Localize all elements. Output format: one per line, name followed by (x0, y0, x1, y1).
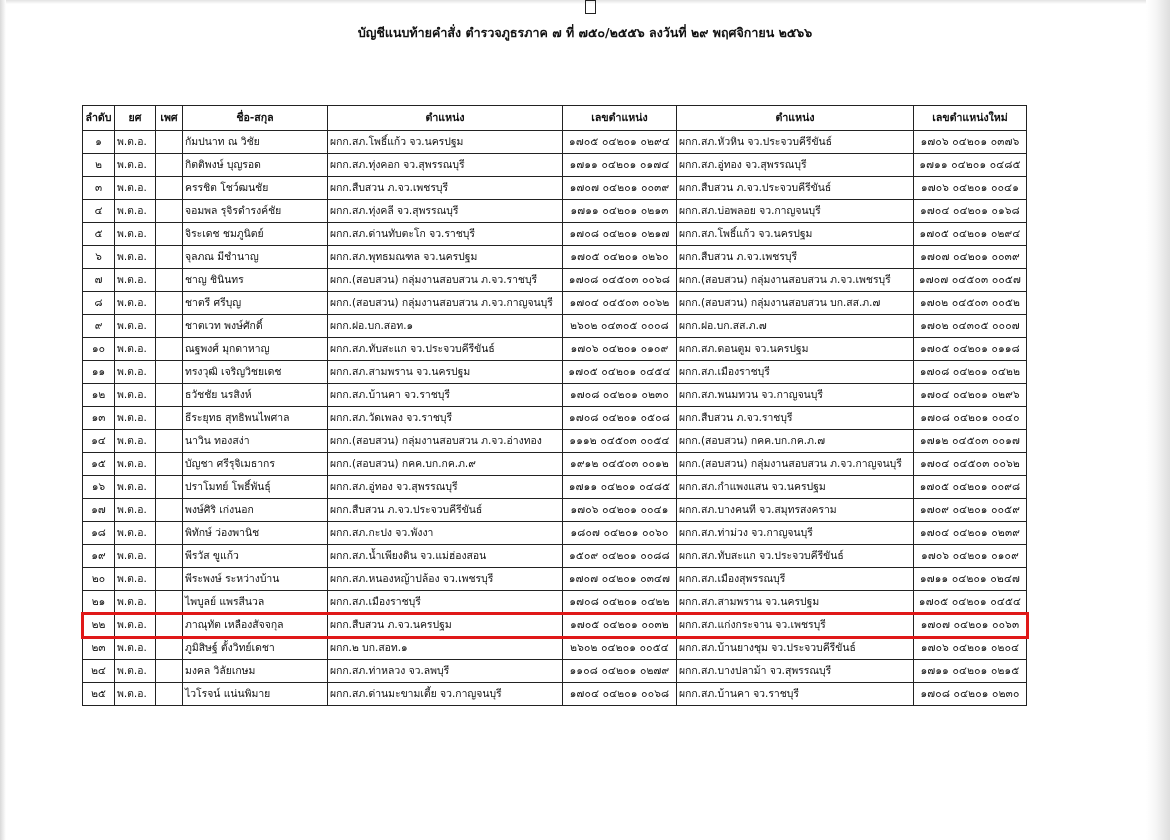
table-row (83, 131, 1027, 154)
cell-sex (156, 315, 183, 338)
cell-sex (156, 200, 183, 223)
cell-position: ผกก.(สอบสวน) กลุ่มงานสอบสวน ภ.จว.อ่างทอง (328, 430, 563, 453)
cell-position-number: ๑๗๐๘ ๐๔๕๐๓ ๐๐๖๘ (563, 269, 677, 292)
cell-rank: พ.ต.อ. (115, 545, 156, 568)
cell-position-number: ๒๖๐๒ ๐๔๓๐๕ ๐๐๐๘ (563, 315, 677, 338)
cell-new-position: ผกก.สภ.พนมทวน จว.กาญจนบุรี (677, 384, 914, 407)
cell-name: ภาณุทัต เหลืองสัจจกุล (183, 614, 328, 637)
cell-rank: พ.ต.อ. (115, 177, 156, 200)
cell-rank: พ.ต.อ. (115, 407, 156, 430)
cell-new-position-number: ๑๗๐๘ ๐๔๒๐๑ ๐๒๓๐ (914, 683, 1027, 706)
cell-order: ๒๐ (83, 568, 115, 591)
cell-position: ผกก.๒ บก.สอท.๑ (328, 637, 563, 660)
cell-position: ผกก.สืบสวน ภ.จว.นครปฐม (328, 614, 563, 637)
cell-new-position: ผกก.สภ.ดอนตูม จว.นครปฐม (677, 338, 914, 361)
table-row (83, 476, 1027, 499)
table-row (83, 154, 1027, 177)
cell-order: ๒๔ (83, 660, 115, 683)
cell-sex (156, 591, 183, 614)
cell-sex (156, 223, 183, 246)
cell-sex (156, 522, 183, 545)
cell-position: ผกก.สภ.น้ำเพียงดิน จว.แม่ฮ่องสอน (328, 545, 563, 568)
table-body (83, 131, 1027, 706)
table-row (83, 200, 1027, 223)
cell-name: ธวัชชัย นรสิงห์ (183, 384, 328, 407)
cell-new-position-number: ๑๗๐๗ ๐๔๒๐๑ ๐๐๓๙ (914, 246, 1027, 269)
cell-sex (156, 637, 183, 660)
cell-name: พีรวัส ขูแก้ว (183, 545, 328, 568)
cell-new-position-number: ๑๗๐๙ ๐๔๒๐๑ ๐๐๕๙ (914, 499, 1027, 522)
cell-new-position-number: ๑๗๑๑ ๐๔๒๐๑ ๐๒๔๗ (914, 568, 1027, 591)
cell-new-position: ผกก.(สอบสวน) กลุ่มงานสอบสวน ภ.จว.กาญจนบุรี (677, 453, 914, 476)
cell-rank: พ.ต.อ. (115, 384, 156, 407)
table-row (83, 315, 1027, 338)
cell-sex (156, 614, 183, 637)
cell-position: ผกก.สภ.เมืองราชบุรี (328, 591, 563, 614)
cell-position-number: ๑๗๐๕ ๐๔๒๐๑ ๐๒๖๐ (563, 246, 677, 269)
cell-name: ณฐพงศ์ มุกดาหาญ (183, 338, 328, 361)
cell-order: ๓ (83, 177, 115, 200)
cell-sex (156, 499, 183, 522)
table-row (83, 660, 1027, 683)
cell-rank: พ.ต.อ. (115, 315, 156, 338)
cell-new-position-number: ๑๗๐๔ ๐๔๕๐๓ ๐๐๖๒ (914, 453, 1027, 476)
cell-rank: พ.ต.อ. (115, 269, 156, 292)
cell-new-position: ผกก.สภ.สามพราน จว.นครปฐม (677, 591, 914, 614)
cell-name: ปราโมทย์ โพธิ์พันธุ์ (183, 476, 328, 499)
cell-position-number: ๑๗๐๘ ๐๔๒๐๑ ๐๕๐๘ (563, 407, 677, 430)
table-row (83, 614, 1027, 637)
cell-position: ผกก.สภ.ด่านทับตะโก จว.ราชบุรี (328, 223, 563, 246)
cell-name: ทรงวุฒิ เจริญวิชยเดช (183, 361, 328, 384)
cell-name: จุลภณ มีชำนาญ (183, 246, 328, 269)
cell-sex (156, 361, 183, 384)
cell-new-position: ผกก.สืบสวน ภ.จว.ราชบุรี (677, 407, 914, 430)
header-position: ตำแหน่ง (328, 106, 563, 131)
cell-new-position-number: ๑๗๐๖ ๐๔๒๐๑ ๐๓๗๖ (914, 131, 1027, 154)
table-row (83, 430, 1027, 453)
cell-new-position: ผกก.สภ.บ้านยางชุม จว.ประจวบคีรีขันธ์ (677, 637, 914, 660)
header-position-number: เลขตำแหน่ง (563, 106, 677, 131)
cell-new-position-number: ๑๗๐๔ ๐๔๒๐๑ ๐๑๖๘ (914, 200, 1027, 223)
cell-name: กิตติพงษ์ บุญรอด (183, 154, 328, 177)
cell-name: ไพบูลย์ แพรสีนวล (183, 591, 328, 614)
cell-rank: พ.ต.อ. (115, 430, 156, 453)
cell-sex (156, 269, 183, 292)
header-rank: ยศ (115, 106, 156, 131)
cell-position-number: ๑๗๐๘ ๐๔๒๐๑ ๐๒๑๗ (563, 223, 677, 246)
cell-position-number: ๑๗๑๑ ๐๔๒๐๑ ๐๑๗๔ (563, 154, 677, 177)
table-row (83, 568, 1027, 591)
cell-order: ๑๕ (83, 453, 115, 476)
cell-position: ผกก.(สอบสวน) กลุ่มงานสอบสวน ภ.จว.กาญจนบุรี (328, 292, 563, 315)
cell-order: ๑ (83, 131, 115, 154)
cell-rank: พ.ต.อ. (115, 131, 156, 154)
cell-rank: พ.ต.อ. (115, 522, 156, 545)
cell-rank: พ.ต.อ. (115, 200, 156, 223)
cell-name: ไวโรจน์ แน่นพิมาย (183, 683, 328, 706)
cell-rank: พ.ต.อ. (115, 338, 156, 361)
cell-order: ๒๑ (83, 591, 115, 614)
cell-position: ผกก.สภ.โพธิ์แก้ว จว.นครปฐม (328, 131, 563, 154)
cell-new-position-number: ๑๗๐๕ ๐๔๒๐๑ ๐๒๙๔ (914, 223, 1027, 246)
cell-position-number: ๑๘๐๗ ๐๔๒๐๑ ๐๐๖๐ (563, 522, 677, 545)
cell-new-position-number: ๑๗๑๑ ๐๔๒๐๑ ๐๒๑๕ (914, 660, 1027, 683)
cell-name: ชาญ ชินินทร (183, 269, 328, 292)
cell-name: ชาตรี ศรีบุญ (183, 292, 328, 315)
cell-new-position-number: ๑๗๐๖ ๐๔๒๐๑ ๐๑๐๙ (914, 545, 1027, 568)
cell-name: ครรชิต โชว์ฒนชัย (183, 177, 328, 200)
cell-new-position: ผกก.สภ.บ่อพลอย จว.กาญจนบุรี (677, 200, 914, 223)
cell-name: ธีระยุทธ สุทธิพนไพศาล (183, 407, 328, 430)
cell-position-number: ๑๗๐๘ ๐๔๒๐๑ ๐๔๒๒ (563, 591, 677, 614)
cell-new-position: ผกก.สภ.เมืองราชบุรี (677, 361, 914, 384)
cell-rank: พ.ต.อ. (115, 361, 156, 384)
cell-sex (156, 568, 183, 591)
cell-rank: พ.ต.อ. (115, 660, 156, 683)
cell-position-number: ๑๗๐๖ ๐๔๒๐๑ ๐๐๔๑ (563, 499, 677, 522)
cell-position: ผกก.สภ.ทุ่งคอก จว.สุพรรณบุรี (328, 154, 563, 177)
table-row (83, 545, 1027, 568)
cell-position: ผกก.สภ.ทับสะแก จว.ประจวบคีรีขันธ์ (328, 338, 563, 361)
cell-new-position-number: ๑๗๐๗ ๐๔๕๐๓ ๐๐๕๗ (914, 269, 1027, 292)
table-row (83, 338, 1027, 361)
cell-position-number: ๑๗๐๘ ๐๔๒๐๑ ๐๒๓๐ (563, 384, 677, 407)
cell-new-position-number: ๑๗๑๒ ๐๔๕๐๓ ๐๐๑๗ (914, 430, 1027, 453)
cell-new-position-number: ๑๗๐๘ ๐๔๒๐๑ ๐๐๔๐ (914, 407, 1027, 430)
cell-rank: พ.ต.อ. (115, 637, 156, 660)
cell-new-position: ผกก.สภ.ท่าม่วง จว.กาญจนบุรี (677, 522, 914, 545)
cell-rank: พ.ต.อ. (115, 499, 156, 522)
cell-position-number: ๑๗๐๕ ๐๔๒๐๑ ๐๐๓๒ (563, 614, 677, 637)
cell-sex (156, 430, 183, 453)
cell-position: ผกก.(สอบสวน) กลุ่มงานสอบสวน ภ.จว.ราชบุรี (328, 269, 563, 292)
cell-new-position: ผกก.สภ.บางคนที จว.สมุทรสงคราม (677, 499, 914, 522)
cell-new-position-number: ๑๗๐๒ ๐๔๕๐๓ ๐๐๕๒ (914, 292, 1027, 315)
cell-new-position-number: ๑๗๐๕ ๐๔๒๐๑ ๐๐๙๘ (914, 476, 1027, 499)
cell-position: ผกก.สภ.หนองหญ้าปล้อง จว.เพชรบุรี (328, 568, 563, 591)
cell-new-position: ผกก.(สอบสวน) กคค.บก.กค.ภ.๗ (677, 430, 914, 453)
cell-rank: พ.ต.อ. (115, 591, 156, 614)
cell-new-position-number: ๑๗๐๒ ๐๔๓๐๕ ๐๐๐๗ (914, 315, 1027, 338)
cell-name: พีระพงษ์ ระหว่างบ้าน (183, 568, 328, 591)
cell-position: ผกก.สภ.ท่าหลวง จว.ลพบุรี (328, 660, 563, 683)
table-row (83, 292, 1027, 315)
cell-rank: พ.ต.อ. (115, 223, 156, 246)
cell-sex (156, 660, 183, 683)
cell-name: จิระเดช ชมภูนิตย์ (183, 223, 328, 246)
cell-sex (156, 476, 183, 499)
cell-order: ๒๒ (83, 614, 115, 637)
missing-glyph-icon (585, 0, 596, 14)
cell-rank: พ.ต.อ. (115, 246, 156, 269)
table-row (83, 361, 1027, 384)
cell-sex (156, 545, 183, 568)
table-row (83, 499, 1027, 522)
cell-new-position: ผกก.สภ.ทับสะแก จว.ประจวบคีรีขันธ์ (677, 545, 914, 568)
table-row (83, 384, 1027, 407)
table-row (83, 522, 1027, 545)
table-row (83, 591, 1027, 614)
cell-position-number: ๑๙๑๒ ๐๔๕๐๓ ๐๐๑๒ (563, 453, 677, 476)
cell-new-position: ผกก.สภ.แก่งกระจาน จว.เพชรบุรี (677, 614, 914, 637)
cell-order: ๑๔ (83, 430, 115, 453)
table-row (83, 407, 1027, 430)
cell-name: พงษ์ศิริ เก่งนอก (183, 499, 328, 522)
cell-position-number: ๑๗๐๗ ๐๔๒๐๑ ๐๐๓๙ (563, 177, 677, 200)
cell-order: ๙ (83, 315, 115, 338)
cell-position-number: ๑๗๐๔ ๐๔๕๐๓ ๐๐๖๒ (563, 292, 677, 315)
cell-order: ๑๒ (83, 384, 115, 407)
cell-position-number: ๑๗๑๑ ๐๔๒๐๑ ๐๔๘๕ (563, 476, 677, 499)
cell-new-position: ผกก.สภ.โพธิ์แก้ว จว.นครปฐม (677, 223, 914, 246)
cell-new-position-number: ๑๗๐๖ ๐๔๒๐๑ ๐๒๐๔ (914, 637, 1027, 660)
cell-new-position: ผกก.ฝอ.บก.สส.ภ.๗ (677, 315, 914, 338)
cell-order: ๑๓ (83, 407, 115, 430)
document-title: บัญชีแนบท้ายคำสั่ง ตำรวจภูธรภาค ๗ ที่ ๗๕๐/๒๕๕๖ ลงวันที่ ๒๙ พฤศจิกายน ๒๕๖๖ (357, 25, 813, 40)
cell-order: ๑๘ (83, 522, 115, 545)
cell-position-number: ๑๗๐๗ ๐๔๒๐๑ ๐๓๔๗ (563, 568, 677, 591)
cell-rank: พ.ต.อ. (115, 614, 156, 637)
cell-sex (156, 246, 183, 269)
cell-order: ๒๓ (83, 637, 115, 660)
cell-name: จอมพล รุจิรดำรงค์ชัย (183, 200, 328, 223)
cell-new-position: ผกก.(สอบสวน) กลุ่มงานสอบสวน บก.สส.ภ.๗ (677, 292, 914, 315)
cell-position-number: ๒๖๐๒ ๐๔๒๐๑ ๐๐๕๔ (563, 637, 677, 660)
cell-position: ผกก.ฝอ.บก.สอท.๑ (328, 315, 563, 338)
cell-rank: พ.ต.อ. (115, 568, 156, 591)
header-sex: เพศ (156, 106, 183, 131)
cell-rank: พ.ต.อ. (115, 476, 156, 499)
cell-new-position-number: ๑๗๐๘ ๐๔๒๐๑ ๐๔๒๒ (914, 361, 1027, 384)
cell-new-position: ผกก.สภ.อู่ทอง จว.สุพรรณบุรี (677, 154, 914, 177)
cell-rank: พ.ต.อ. (115, 154, 156, 177)
cell-name: นาวิน ทองสง่า (183, 430, 328, 453)
cell-position: ผกก.สภ.สามพราน จว.นครปฐม (328, 361, 563, 384)
header-new-position-number: เลขตำแหน่งใหม่ (914, 106, 1027, 131)
table-row (83, 269, 1027, 292)
cell-name: พิทักษ์ ว่องพานิช (183, 522, 328, 545)
cell-sex (156, 131, 183, 154)
cell-new-position-number: ๑๗๐๔ ๐๔๒๐๑ ๐๒๓๙ (914, 522, 1027, 545)
cell-sex (156, 407, 183, 430)
table-row (83, 246, 1027, 269)
cell-name: บัญชา ศรีรุจิเมธากร (183, 453, 328, 476)
cell-new-position: ผกก.สภ.กำแพงแสน จว.นครปฐม (677, 476, 914, 499)
cell-new-position-number: ๑๗๐๔ ๐๔๒๐๑ ๐๒๙๖ (914, 384, 1027, 407)
cell-name: มงคล วิลัยเกษม (183, 660, 328, 683)
cell-new-position: ผกก.สืบสวน ภ.จว.ประจวบคีรีขันธ์ (677, 177, 914, 200)
cell-position: ผกก.สภ.กะปง จว.พังงา (328, 522, 563, 545)
header-order: ลำดับ (83, 106, 115, 131)
table-row (83, 223, 1027, 246)
cell-order: ๑๖ (83, 476, 115, 499)
table-row (83, 683, 1027, 706)
cell-order: ๑๗ (83, 499, 115, 522)
cell-position: ผกก.สภ.ด่านมะขามเตี้ย จว.กาญจนบุรี (328, 683, 563, 706)
cell-new-position: ผกก.สภ.บางปลาม้า จว.สุพรรณบุรี (677, 660, 914, 683)
cell-name: กัมปนาท ณ วิชัย (183, 131, 328, 154)
cell-sex (156, 453, 183, 476)
table-row (83, 637, 1027, 660)
cell-position: ผกก.สืบสวน ภ.จว.ประจวบคีรีขันธ์ (328, 499, 563, 522)
cell-order: ๖ (83, 246, 115, 269)
cell-order: ๑๐ (83, 338, 115, 361)
transfer-table (82, 105, 1027, 706)
cell-new-position: ผกก.สภ.หัวหิน จว.ประจวบคีรีขันธ์ (677, 131, 914, 154)
cell-position-number: ๑๗๐๔ ๐๔๒๐๑ ๐๐๖๘ (563, 683, 677, 706)
cell-position: ผกก.สภ.อู่ทอง จว.สุพรรณบุรี (328, 476, 563, 499)
cell-order: ๒ (83, 154, 115, 177)
cell-position: ผกก.สืบสวน ภ.จว.เพชรบุรี (328, 177, 563, 200)
cell-rank: พ.ต.อ. (115, 683, 156, 706)
cell-position: ผกก.สภ.วัดเพลง จว.ราชบุรี (328, 407, 563, 430)
page-left-shadow (0, 0, 6, 840)
cell-order: ๑๑ (83, 361, 115, 384)
cell-new-position: ผกก.(สอบสวน) กลุ่มงานสอบสวน ภ.จว.เพชรบุรี (677, 269, 914, 292)
table-row (83, 453, 1027, 476)
cell-position: ผกก.สภ.ทุ่งคลี จว.สุพรรณบุรี (328, 200, 563, 223)
cell-order: ๕ (83, 223, 115, 246)
cell-order: ๒๕ (83, 683, 115, 706)
header-new-position: ตำแหน่ง (677, 106, 914, 131)
cell-new-position-number: ๑๗๐๖ ๐๔๒๐๑ ๐๐๔๑ (914, 177, 1027, 200)
cell-new-position-number: ๑๗๐๗ ๐๔๒๐๑ ๐๐๖๓ (914, 614, 1027, 637)
cell-position: ผกก.(สอบสวน) กคค.บก.กค.ภ.๙ (328, 453, 563, 476)
cell-sex (156, 154, 183, 177)
cell-new-position: ผกก.สภ.เมืองสุพรรณบุรี (677, 568, 914, 591)
cell-sex (156, 177, 183, 200)
cell-order: ๘ (83, 292, 115, 315)
cell-rank: พ.ต.อ. (115, 292, 156, 315)
cell-sex (156, 292, 183, 315)
cell-position: ผกก.สภ.บ้านคา จว.ราชบุรี (328, 384, 563, 407)
cell-position-number: ๑๕๐๙ ๐๔๒๐๑ ๐๐๘๘ (563, 545, 677, 568)
cell-name: ภูมิสิษฐ์ ตั้งวิทย์เดชา (183, 637, 328, 660)
cell-name: ชาตเวท พงษ์ศักดิ์ (183, 315, 328, 338)
cell-rank: พ.ต.อ. (115, 453, 156, 476)
header-name: ชื่อ-สกุล (183, 106, 328, 131)
cell-sex (156, 384, 183, 407)
page-right-shadow (1146, 0, 1170, 840)
cell-position-number: ๑๗๐๕ ๐๔๒๐๑ ๐๔๕๔ (563, 361, 677, 384)
cell-sex (156, 683, 183, 706)
table-header-row (83, 106, 1027, 131)
cell-new-position: ผกก.สืบสวน ภ.จว.เพชรบุรี (677, 246, 914, 269)
cell-position-number: ๑๑๑๒ ๐๔๕๐๓ ๐๐๕๔ (563, 430, 677, 453)
cell-new-position-number: ๑๗๐๕ ๐๔๒๐๑ ๐๑๑๘ (914, 338, 1027, 361)
cell-new-position-number: ๑๗๑๑ ๐๔๒๐๑ ๐๔๘๕ (914, 154, 1027, 177)
cell-new-position-number: ๑๗๐๕ ๐๔๒๐๑ ๐๔๕๔ (914, 591, 1027, 614)
cell-position-number: ๑๑๐๘ ๐๔๒๐๑ ๐๒๗๙ (563, 660, 677, 683)
table-row (83, 177, 1027, 200)
cell-order: ๑๙ (83, 545, 115, 568)
cell-sex (156, 338, 183, 361)
cell-order: ๗ (83, 269, 115, 292)
cell-position-number: ๑๗๐๖ ๐๔๒๐๑ ๐๑๐๙ (563, 338, 677, 361)
cell-new-position: ผกก.สภ.บ้านคา จว.ราชบุรี (677, 683, 914, 706)
cell-order: ๔ (83, 200, 115, 223)
cell-position-number: ๑๗๑๑ ๐๔๒๐๑ ๐๒๑๓ (563, 200, 677, 223)
cell-position: ผกก.สภ.พุทธมณฑล จว.นครปฐม (328, 246, 563, 269)
cell-position-number: ๑๗๐๕ ๐๔๒๐๑ ๐๒๙๔ (563, 131, 677, 154)
